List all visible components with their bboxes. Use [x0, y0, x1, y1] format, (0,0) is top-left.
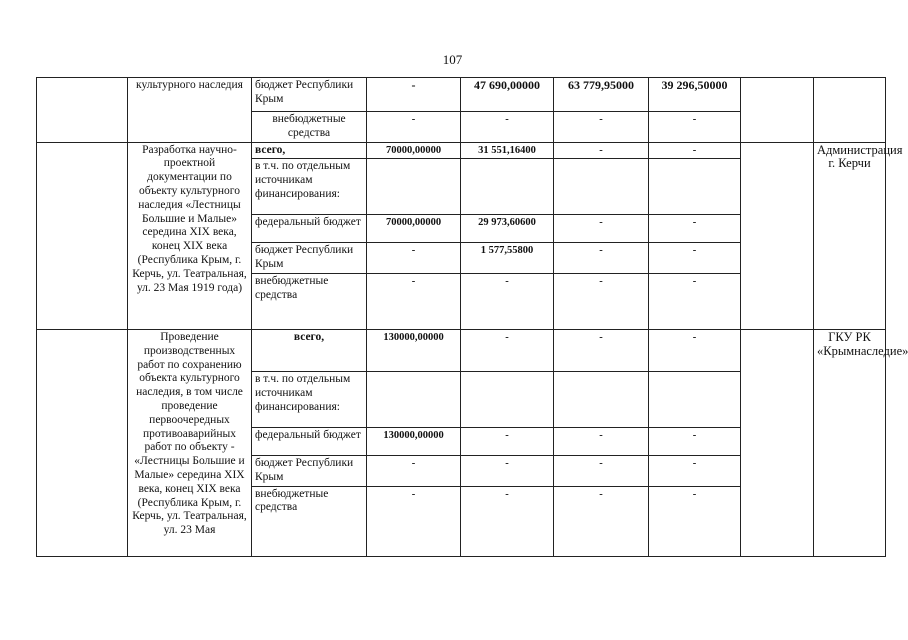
number-cell	[37, 329, 128, 556]
executor-cell: Администрация г. Керчи	[814, 142, 886, 329]
value-cell: -	[461, 486, 554, 556]
value-cell: -	[367, 273, 461, 329]
value-cell: -	[367, 455, 461, 486]
value-cell: 70000,00000	[367, 215, 461, 243]
value-cell: -	[554, 455, 649, 486]
value-cell: -	[554, 329, 649, 371]
value-cell: 47 690,00000	[461, 78, 554, 112]
source-cell: всего,	[252, 142, 367, 159]
source-cell: в т.ч. по отдельным источникам финансирования:	[252, 371, 367, 427]
value-cell: -	[554, 486, 649, 556]
value-cell: -	[367, 486, 461, 556]
value-cell	[554, 159, 649, 215]
source-cell: внебюджетные средства	[252, 486, 367, 556]
source-cell: бюджет Республики Крым	[252, 243, 367, 274]
value-cell: -	[649, 427, 741, 455]
value-cell	[367, 371, 461, 427]
value-cell: -	[461, 329, 554, 371]
source-text: в т.ч. по отдельным источникам финансирования:	[255, 160, 351, 200]
value-cell: -	[461, 112, 554, 143]
value-cell: 39 296,50000	[649, 78, 741, 112]
value-cell: -	[367, 243, 461, 274]
value-cell: -	[649, 455, 741, 486]
value-cell: 1 577,55800	[461, 243, 554, 274]
value-cell: -	[649, 329, 741, 371]
value-cell: 70000,00000	[367, 142, 461, 159]
value-cell: -	[554, 273, 649, 329]
executor-cell	[814, 78, 886, 143]
value-cell: -	[649, 273, 741, 329]
table-row	[37, 329, 886, 371]
value-cell: -	[461, 273, 554, 329]
executor-cell: ГКУ РК «Крымнаследие»	[814, 329, 886, 556]
table-row	[37, 78, 886, 112]
value-cell	[461, 159, 554, 215]
measure-name: Проведение производственных работ по сохранению объекта культурного наследия, в том числе проведение первоочередных противоаварийных работ по объекту - «Лестницы Большие и Малые» середина XIX века, конец XIX века (Республика Крым, г. Керчь, ул. Театральная, ул. 23 Мая	[128, 329, 252, 556]
value-cell	[649, 371, 741, 427]
source-cell: внебюджетные средства	[252, 273, 367, 329]
value-cell: -	[649, 486, 741, 556]
value-cell: -	[554, 215, 649, 243]
number-cell	[37, 142, 128, 329]
value-cell: -	[554, 427, 649, 455]
value-cell	[367, 159, 461, 215]
value-cell: 29 973,60600	[461, 215, 554, 243]
value-cell: -	[649, 142, 741, 159]
value-cell: -	[554, 112, 649, 143]
value-cell: -	[461, 427, 554, 455]
budget-table	[36, 77, 908, 557]
source-cell: бюджет Республики Крым	[252, 78, 367, 112]
source-cell: бюджет Республики Крым	[252, 455, 367, 486]
value-cell: 63 779,95000	[554, 78, 649, 112]
page-number: 107	[442, 52, 463, 67]
value-cell: -	[554, 243, 649, 274]
source-cell: федеральный бюджет	[252, 215, 367, 243]
value-cell	[649, 159, 741, 215]
value-cell: -	[461, 455, 554, 486]
source-cell: федеральный бюджет	[252, 427, 367, 455]
value-cell	[554, 371, 649, 427]
measure-name: культурного наследия	[128, 78, 252, 143]
empty-cell	[741, 142, 814, 329]
value-cell: -	[367, 112, 461, 143]
value-cell: 31 551,16400	[461, 142, 554, 159]
value-cell: -	[649, 243, 741, 274]
source-cell: внебюджетные средства	[252, 112, 367, 143]
empty-cell	[741, 329, 814, 556]
value-cell: -	[554, 142, 649, 159]
value-cell: -	[649, 215, 741, 243]
empty-cell	[741, 78, 814, 143]
source-cell	[252, 159, 367, 215]
value-cell: -	[649, 112, 741, 143]
value-cell: 130000,00000	[367, 427, 461, 455]
measure-name: Разработка научно-проектной документации по объекту культурного наследия «Лестницы Большие и Малые» середина XIX века, конец XIX века (Республика Крым, г. Керчь, ул. Театральная, ул. 23 Мая 1919 года)	[128, 142, 252, 329]
value-cell: -	[367, 78, 461, 112]
value-cell: 130000,00000	[367, 329, 461, 371]
number-cell	[37, 78, 128, 143]
table-row	[37, 142, 886, 159]
value-cell	[461, 371, 554, 427]
source-cell: всего,	[252, 329, 367, 371]
